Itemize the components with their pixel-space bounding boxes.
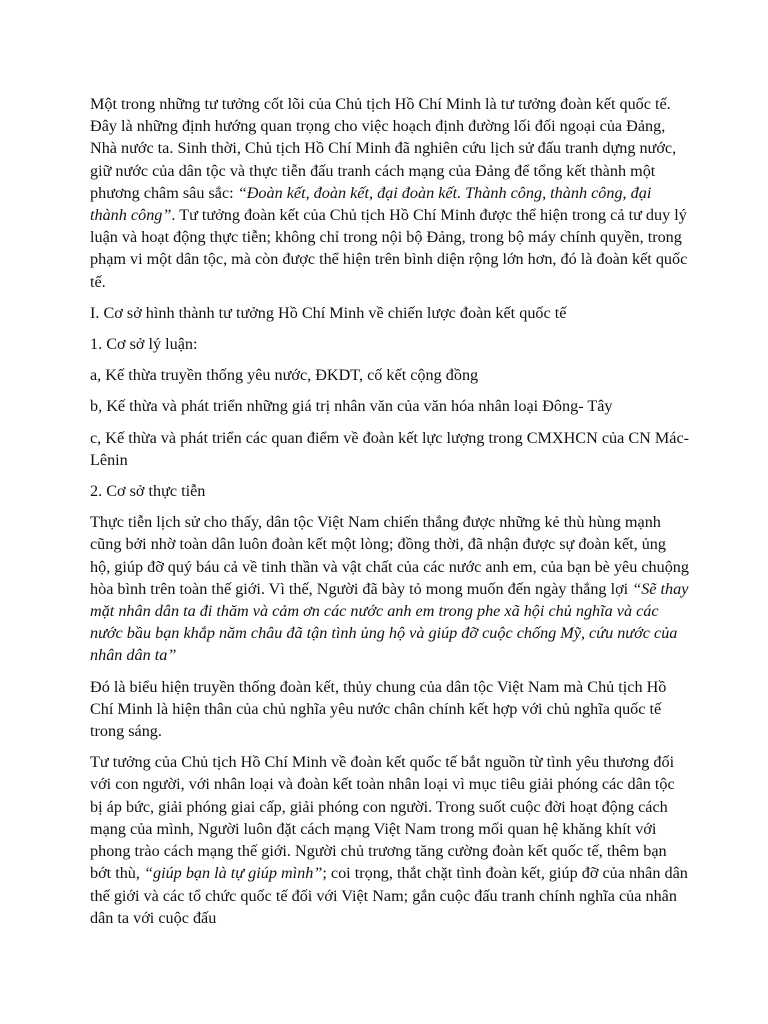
document-page — [90, 93, 690, 938]
section-heading: I. Cơ sở hình thành tư tưởng Hồ Chí Minh về chiến lược đoàn kết quốc tế — [90, 303, 567, 322]
practice-text: Thực tiễn lịch sử cho thấy, dân tộc Việt Nam chiến thắng được những kẻ thù hùng mạnh cũng bởi nhờ toàn dân luôn đoàn kết một lòng; đồng thời, đã nhận được sự đoàn kết, ủng hộ, giúp đỡ quý báu cả về tinh thần và vật chất của các nước anh em, của bạn bè yêu chuộng hòa bình trên toàn thế giới. Vì thế, Người đã bày tỏ mong muốn đến ngày thắng lợi — [90, 513, 689, 598]
thought-text: Tư tưởng của Chủ tịch Hồ Chí Minh về đoàn kết quốc tế bắt nguồn từ tình yêu thương đối với con người, với nhân loại và đoàn kết toàn nhân loại vì mục tiêu giải phóng các dân tộc bị áp bức, giải phóng giai cấp, giải phóng con người. Trong suốt cuộc đời hoạt động cách mạng của mình, Người luôn đặt cách mạng Việt Nam trong mối quan hệ khăng khít với phong trào cách mạng thế giới. Người chủ trương tăng cường đoàn kết quốc tế, thêm bạn bớt thù, — [90, 753, 675, 883]
practice-paragraph — [90, 511, 690, 666]
tradition-paragraph: Đó là biểu hiện truyền thống đoàn kết, thủy chung của dân tộc Việt Nam mà Chủ tịch Hồ Chí Minh là hiện thân của chủ nghĩa yêu nước chân chính kết hợp với chủ nghĩa quốc tế trong sáng. — [90, 677, 667, 741]
list-item-b: b, Kế thừa và phát triển những giá trị nhân văn của văn hóa nhân loại Đông- Tây — [90, 397, 613, 416]
list-item-a: a, Kế thừa truyền thống yêu nước, ĐKDT, cố kết cộng đồng — [90, 366, 479, 385]
intro-paragraph — [90, 93, 690, 293]
practice-quote: “Sẽ thay mặt nhân dân ta đi thăm và cảm ơn các nước anh em trong phe xã hội chủ nghĩa và các nước bầu bạn khắp năm châu đã tận tình ủng hộ và giúp đỡ cuộc chống Mỹ, cứu nước của nhân dân ta” — [90, 579, 689, 665]
thought-text-continued: ; coi trọng, thắt chặt tình đoàn kết, giúp đỡ của nhân dân thế giới và các tổ chức quốc tế đối với Việt Nam; gắn cuộc đấu tranh chính nghĩa của nhân dân ta với cuộc đấu — [90, 864, 688, 927]
intro-quote: “Đoàn kết, đoàn kết, đại đoàn kết. Thành công, thành công, đại thành công” — [90, 183, 652, 225]
intro-text-continued: . Tư tưởng đoàn kết của Chủ tịch Hồ Chí Minh được thể hiện trong cả tư duy lý luận và hoạt động thực tiễn; không chỉ trong nội bộ Đảng, trong bộ máy chính quyền, trong phạm vi một dân tộc, mà còn được thể hiện trên bình diện rộng lớn hơn, đó là đoàn kết quốc tế. — [90, 206, 688, 291]
subsection-heading-theory: 1. Cơ sở lý luận: — [90, 335, 198, 354]
subsection-heading-practice: 2. Cơ sở thực tiễn — [90, 482, 206, 501]
intro-text: Một trong những tư tưởng cốt lõi của Chủ tịch Hồ Chí Minh là tư tưởng đoàn kết quốc tế. Đây là những định hướng quan trọng cho việc hoạch định đường lối đối ngoại của Đảng, Nhà nước ta. Sinh thời, Chủ tịch Hồ Chí Minh đã nghiên cứu lịch sử đấu tranh dựng nước, giữ nước của dân tộc và thực tiễn đấu tranh cách mạng của Đảng để tổng kết thành một phương châm sâu sắc: — [90, 95, 677, 202]
list-item-c: c, Kế thừa và phát triển các quan điểm về đoàn kết lực lượng trong CMXHCN của CN Mác-Lênin — [90, 428, 690, 469]
thought-paragraph — [90, 751, 690, 929]
thought-quote: “giúp bạn là tự giúp mình” — [143, 864, 323, 883]
